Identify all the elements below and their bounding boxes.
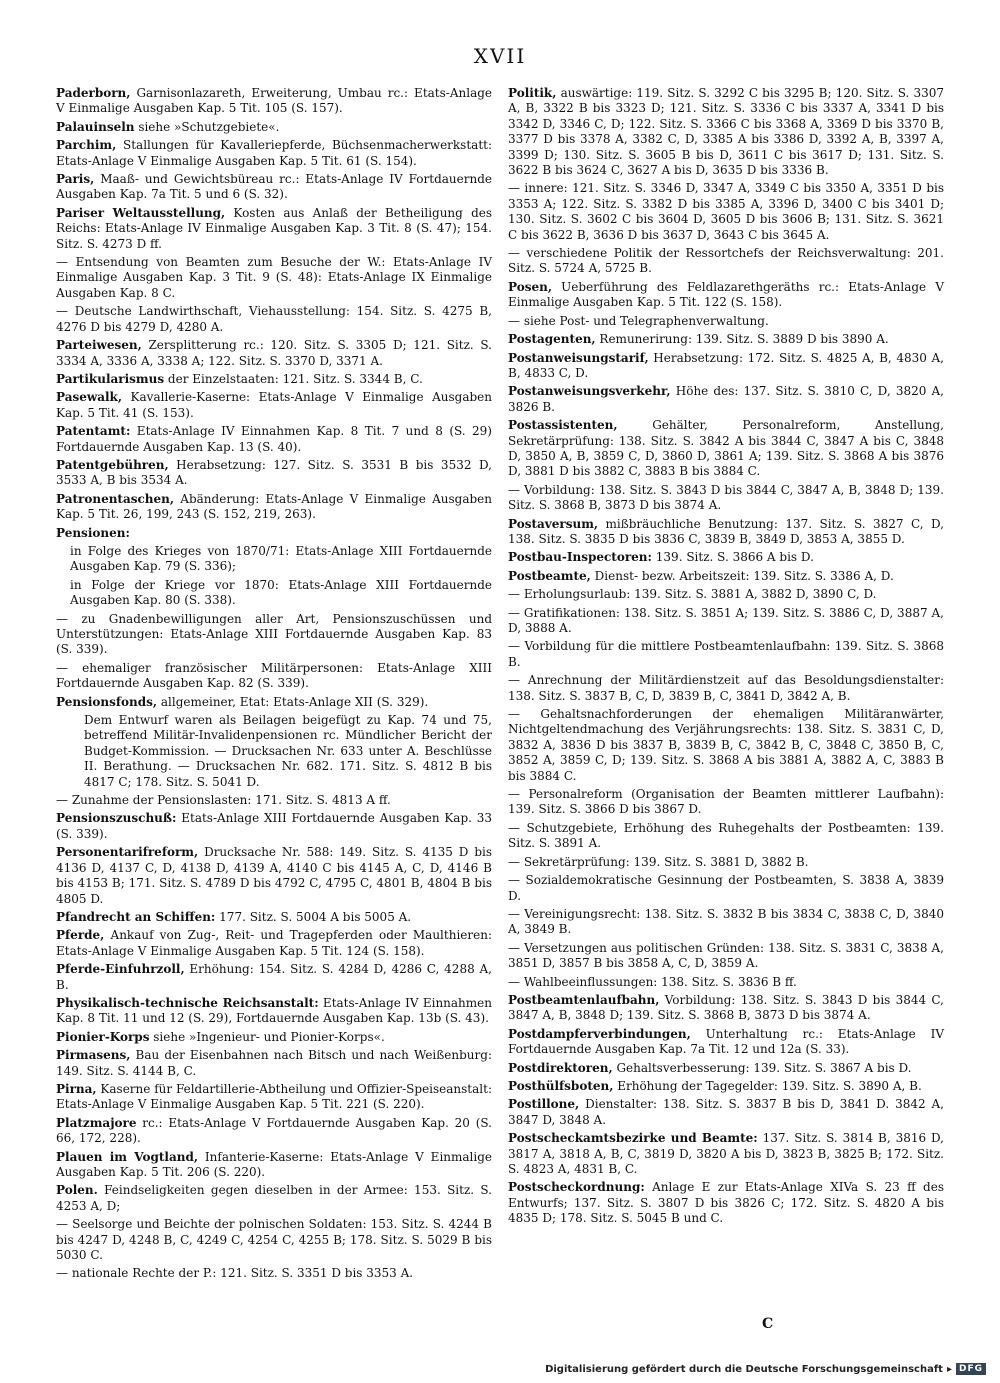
entry-text: — Gratifikationen: 138. Sitz. S. 3851 A; 139. Sitz. S. 3886 C, D, 3887 A, D, 3888 A.	[508, 605, 944, 635]
entry-heading: Pirmasens,	[56, 1048, 131, 1063]
index-entry	[508, 314, 944, 329]
entry-text: 137. Sitz. S. 3814 B, 3816 D, 3817 A, 3818 A, B, C, 3819 D, 3820 A bis D, 3823 B, 3825 B; 172. Sitz. S. 4823 A, 4831 B, C.	[508, 1131, 945, 1176]
index-entry	[56, 544, 492, 575]
entry-heading: Postbeamte,	[508, 568, 591, 583]
entry-heading: Patentgebühren,	[56, 457, 169, 472]
entry-text: Anlage E zur Etats-Anlage XIVa S. 23 ff des Entwurfs; 137. Sitz. S. 3807 D bis 3826 C; 172. Sitz. S. 4820 A bis 4835 D; 178. Sitz. S. 5045 B und C.	[508, 1180, 944, 1226]
entry-heading: Postdampferverbindungen,	[508, 1026, 691, 1041]
index-column-left	[56, 86, 492, 1285]
index-entry	[508, 1027, 944, 1058]
index-entry	[56, 661, 492, 692]
entry-heading: Palauinseln	[56, 119, 135, 134]
entry-text: — verschiedene Politik der Ressortchefs der Reichsverwaltung: 201. Sitz. S. 5724 A, 5725 B.	[508, 246, 944, 276]
entry-heading: Parteiwesen,	[56, 338, 142, 353]
index-entry	[56, 1217, 492, 1263]
entry-text: Gehälter, Personalreform, Anstellung, Sekretärprüfung: 138. Sitz. S. 3842 A bis 3844 C, 3847 A bis C, 3848 D, 3850 A, B, 3859 C, D, 3860 D, 3861 A; 139. Sitz. S. 3868 A bis 3876 D, 3881 D bis 3882 C, 3883 B bis 3884 C.	[508, 418, 944, 479]
index-entry	[508, 550, 944, 565]
index-entry	[56, 1116, 492, 1147]
entry-text: Herabsetzung: 172. Sitz. S. 4825 A, B, 4830 A, B, 4833 C, D.	[508, 350, 944, 380]
index-entry	[56, 138, 492, 169]
index-entry	[508, 280, 944, 311]
index-entry	[508, 587, 944, 602]
footer-credit	[545, 1363, 986, 1375]
index-entry	[56, 713, 492, 790]
entry-heading: Pensionen:	[56, 525, 130, 540]
entry-text: Erhöhung: 154. Sitz. S. 4284 D, 4286 C, 4288 A, B.	[56, 962, 492, 992]
entry-text: — innere: 121. Sitz. S. 3346 D, 3347 A, 3349 C bis 3350 A, 3351 D bis 3353 A; 122. Sitz. S. 3382 D bis 3385 A, 3396 D, 3400 C bis 3401 D; 130. Sitz. S. 3602 C bis 3604 D, 3605 D bis 3606 B; 131. Sitz. S. 3621 C bis 3622 B, 3636 D bis 3637 D, 3643 C bis 3645 A.	[508, 181, 944, 242]
entry-heading: Personentarifreform,	[56, 845, 199, 860]
index-entry	[56, 1030, 492, 1045]
index-entry	[508, 639, 944, 670]
entry-text: Feindseligkeiten gegen dieselben in der Armee: 153. Sitz. S. 4253 A, D;	[56, 1183, 492, 1213]
index-entry	[56, 1082, 492, 1113]
entry-heading: Postaversum,	[508, 516, 599, 531]
entry-heading: Pensionsfonds,	[56, 694, 158, 709]
index-entry	[56, 338, 492, 369]
entry-text: Zersplitterung rc.: 120. Sitz. S. 3305 D; 121. Sitz. S. 3334 A, 3336 A, 3338 A; 122. Sitz. S. 3370 D, 3371 A.	[56, 338, 492, 368]
index-entry	[56, 372, 492, 387]
entry-text: — Zunahme der Pensionslasten: 171. Sitz. S. 4813 A ff.	[56, 793, 391, 808]
index-entry	[508, 517, 944, 548]
entry-text: — Deutsche Landwirthschaft, Viehausstellung: 154. Sitz. S. 4275 B, 4276 D bis 4279 D, 4280 A.	[56, 304, 492, 334]
index-entry	[508, 907, 944, 938]
entry-heading: Postscheckamtsbezirke und Beamte:	[508, 1131, 758, 1146]
index-entry	[56, 962, 492, 993]
entry-text: Dienst- bezw. Arbeitszeit: 139. Sitz. S. 3386 A, D.	[590, 568, 894, 583]
entry-heading: Postbau-Inspectoren:	[508, 550, 652, 565]
entry-text: Herabsetzung: 127. Sitz. S. 3531 B bis 3532 D, 3533 A, B bis 3534 A.	[56, 457, 492, 488]
entry-heading: Physikalisch-technische Reichsanstalt:	[56, 995, 319, 1010]
entry-text: — siehe Post- und Telegraphenverwaltung.	[508, 313, 769, 328]
index-entry	[56, 458, 492, 489]
entry-text: Vorbildung: 138. Sitz. S. 3843 D bis 3844 C, 3847 A, B, 3848 D; 139. Sitz. S. 3868 B, 3873 D bis 3874 A.	[508, 992, 944, 1023]
entry-heading: Postdirektoren,	[508, 1060, 613, 1075]
index-entry	[508, 707, 944, 784]
entry-text: — Schutzgebiete, Erhöhung des Ruhegehalts der Postbeamten: 139. Sitz. S. 3891 A.	[508, 820, 944, 851]
entry-heading: Pferde-Einfuhrzoll,	[56, 962, 185, 977]
index-entry	[508, 975, 944, 990]
entry-text: — nationale Rechte der P.: 121. Sitz. S. 3351 D bis 3353 A.	[56, 1266, 414, 1281]
entry-heading: Pferde,	[56, 928, 105, 943]
index-entry	[56, 492, 492, 523]
entry-text: Stallungen für Kavalleriepferde, Büchsenmacherwerkstatt: Etats-Anlage V Einmalige Ausgaben Kap. 5 Tit. 61 (S. 154).	[56, 138, 492, 168]
entry-text: — Gehaltsnachforderungen der ehemaligen Militäranwärter, Nichtgeltendmachung des Verjährungsrechts: 138. Sitz. S. 3831 C, D, 3832 A, 3836 D bis 3837 B, 3839 B, C, 3842 B, C, 3848 C, 3850 B, C, 3852 A, 3859 C, D; 139. Sitz. S. 3868 A bis 3881 A, 3882 A, C, 3883 B bis 3884 C.	[508, 707, 944, 783]
entry-text: Etats-Anlage IV Einnahmen Kap. 8 Tit. 11 und 12 (S. 29), Fortdauernde Ausgaben Kap. 13b (S. 43).	[56, 995, 492, 1026]
entry-text: — Versetzungen aus politischen Gründen: 138. Sitz. S. 3831 C, 3838 A, 3851 D, 3857 B bis 3858 A, C, D, 3859 A.	[508, 940, 944, 971]
index-entry	[508, 1079, 944, 1094]
entry-text: — Wahlbeeinflussungen: 138. Sitz. S. 3836 B ff.	[508, 974, 797, 989]
entry-text: siehe »Ingenieur- und Pionier-Korps«.	[149, 1029, 385, 1044]
entry-text: — Anrechnung der Militärdienstzeit auf das Besoldungsdienstalter: 138. Sitz. S. 3837 B, C, D, 3839 B, C, 3841 D, 3842 A, B.	[508, 673, 944, 703]
entry-heading: Posthülfsboten,	[508, 1078, 614, 1093]
entry-text: — zu Gnadenbewilligungen aller Art, Pensionszuschüssen und Unterstützungen: Etats-Anlage XIII Fortdauernde Ausgaben Kap. 83 (S. 339).	[56, 611, 492, 657]
entry-heading: Paderborn,	[56, 86, 131, 100]
index-entry	[56, 255, 492, 301]
entry-heading: Postbeamtenlaufbahn,	[508, 992, 660, 1007]
entry-text: siehe »Schutzgebiete«.	[134, 119, 280, 134]
entry-text: Höhe des: 137. Sitz. S. 3810 C, D, 3820 A, 3826 B.	[508, 384, 944, 414]
index-entry	[508, 873, 944, 904]
entry-text: — Vorbildung: 138. Sitz. S. 3843 D bis 3844 C, 3847 A, B, 3848 D; 139. Sitz. S. 3868 B, 3873 D bis 3874 A.	[508, 482, 944, 513]
entry-text: 177. Sitz. S. 5004 A bis 5005 A.	[215, 909, 412, 924]
entry-text: Bau der Eisenbahnen nach Bitsch und nach Weißenburg: 149. Sitz. S. 4144 B, C.	[56, 1048, 492, 1078]
index-entry	[56, 811, 492, 842]
entry-heading: Postassistenten,	[508, 418, 618, 433]
index-entry	[508, 673, 944, 704]
entry-text: Maaß- und Gewichtsbüreau rc.: Etats-Anlage IV Fortdauernde Ausgaben Kap. 7a Tit. 5 und 6 (S. 32).	[56, 172, 492, 202]
index-entry	[508, 246, 944, 277]
entry-heading: Polen.	[56, 1183, 98, 1198]
index-entry	[56, 390, 492, 421]
entry-text: Remunerirung: 139. Sitz. S. 3889 D bis 3890 A.	[595, 332, 889, 347]
entry-text: Ueberführung des Feldlazarethgeräths rc.: Etats-Anlage V Einmalige Ausgaben Kap. 5 Tit. 122 (S. 158).	[508, 279, 944, 310]
entry-heading: Patentamt:	[56, 424, 131, 439]
entry-text: — Sekretärprüfung: 139. Sitz. S. 3881 D, 3882 B.	[508, 854, 809, 869]
entry-heading: Postscheckordnung:	[508, 1180, 645, 1195]
index-entry	[508, 821, 944, 852]
entry-text: — Personalreform (Organisation der Beamten mittlerer Laufbahn): 139. Sitz. S. 3866 D bis 3867 D.	[508, 787, 944, 817]
index-entry	[56, 206, 492, 252]
entry-text: Kosten aus Anlaß der Betheiligung des Reichs: Etats-Anlage IV Einmalige Ausgaben Kap. 3 Tit. 8 (S. 47); 154. Sitz. S. 4273 D ff.	[56, 205, 493, 251]
entry-heading: Posen,	[508, 279, 552, 294]
entry-text: — Sozialdemokratische Gesinnung der Postbeamten, S. 3838 A, 3839 D.	[508, 873, 944, 903]
entry-text: Ankauf von Zug-, Reit- und Tragepferden oder Maulthieren: Etats-Anlage V Einmalige Ausgaben Kap. 5 Tit. 124 (S. 158).	[56, 928, 492, 958]
entry-heading: Pariser Weltausstellung,	[56, 205, 226, 220]
entry-heading: Postanweisungstarif,	[508, 350, 649, 365]
index-entry	[56, 793, 492, 808]
entry-text: allgemeiner, Etat: Etats-Anlage XII (S. 329).	[157, 694, 429, 709]
index-entry	[508, 1061, 944, 1076]
entry-heading: Pionier-Korps	[56, 1029, 150, 1044]
entry-text: Dem Entwurf waren als Beilagen beigefügt zu Kap. 74 und 75, betreffend Militär-Invalidenpensionen rc. Mündlicher Bericht der Budget-Kommission. — Drucksachen Nr. 633 unter A. Beschlüsse II. Berathung. — Drucksachen Nr. 682. 171. Sitz. S. 4812 B bis 4817 C; 178. Sitz. S. 5041 D.	[84, 713, 492, 789]
entry-heading: Pfandrecht an Schiffen:	[56, 909, 216, 924]
index-entry	[56, 86, 492, 117]
entry-text: Etats-Anlage XIII Fortdauernde Ausgaben Kap. 33 (S. 339).	[56, 811, 492, 841]
entry-text: Infanterie-Kaserne: Etats-Anlage V Einmalige Ausgaben Kap. 5 Tit. 206 (S. 220).	[56, 1149, 492, 1179]
page-number: XVII	[473, 44, 527, 68]
index-entry	[508, 1180, 944, 1226]
index-entry	[508, 351, 944, 382]
entry-text: in Folge des Krieges von 1870/71: Etats-Anlage XIII Fortdauernde Ausgaben Kap. 79 (S. 336);	[70, 543, 492, 574]
entry-text: Abänderung: Etats-Anlage V Einmalige Ausgaben Kap. 5 Tit. 26, 199, 243 (S. 152, 219, 263).	[56, 491, 492, 522]
entry-text: der Einzelstaaten: 121. Sitz. S. 3344 B, C.	[164, 371, 423, 386]
index-entry	[508, 86, 944, 178]
entry-text: — Erholungsurlaub: 139. Sitz. S. 3881 A, 3882 D, 3890 C, D.	[508, 587, 877, 602]
index-column-right	[508, 86, 944, 1230]
entry-heading: Partikularismus	[56, 371, 165, 386]
footer-text: Digitalisierung gefördert durch die Deutsche Forschungsgemeinschaft	[545, 1363, 943, 1375]
index-entry	[508, 855, 944, 870]
index-entry	[56, 910, 492, 925]
index-entry	[56, 424, 492, 455]
entry-heading: Patronentaschen,	[56, 491, 175, 506]
entry-text: rc.: Etats-Anlage V Fortdauernde Ausgaben Kap. 20 (S. 66, 172, 228).	[56, 1115, 492, 1146]
entry-text: Gehaltsverbesserung: 139. Sitz. S. 3867 A bis D.	[612, 1060, 912, 1075]
index-entry	[508, 941, 944, 972]
index-entry	[508, 483, 944, 514]
dfg-logo: DFG	[956, 1363, 986, 1375]
index-entry	[56, 120, 492, 135]
entry-text: Kaserne für Feldartillerie-Abtheilung und Offizier-Speiseanstalt: Etats-Anlage V Einmalige Ausgaben Kap. 5 Tit. 221 (S. 220).	[56, 1081, 492, 1112]
entry-heading: Paris,	[56, 172, 95, 187]
index-entry	[56, 845, 492, 907]
catchword: C	[762, 1316, 774, 1332]
entry-heading: Postanweisungsverkehr,	[508, 384, 671, 399]
entry-text: — Seelsorge und Beichte der polnischen Soldaten: 153. Sitz. S. 4244 B bis 4247 D, 4248 B, C, 4249 C, 4254 C, 4255 B; 178. Sitz. S. 5029 B bis 5030 C.	[56, 1217, 492, 1263]
index-entry	[508, 1131, 944, 1177]
index-entry	[56, 695, 492, 710]
index-entry	[56, 1048, 492, 1079]
entry-text: Kavallerie-Kaserne: Etats-Anlage V Einmalige Ausgaben Kap. 5 Tit. 41 (S. 153).	[56, 390, 492, 420]
entry-heading: Postillone,	[508, 1097, 580, 1112]
entry-text: Dienstalter: 138. Sitz. S. 3837 B bis D, 3841 D. 3842 A, 3847 D, 3848 A.	[508, 1097, 944, 1127]
index-entry	[508, 787, 944, 818]
entry-text: — Vereinigungsrecht: 138. Sitz. S. 3832 B bis 3834 C, 3838 C, D, 3840 A, 3849 B.	[508, 906, 944, 937]
entry-text: Erhöhung der Tagegelder: 139. Sitz. S. 3890 A, B.	[613, 1078, 922, 1093]
entry-text: auswärtige: 119. Sitz. S. 3292 C bis 3295 B; 120. Sitz. S. 3307 A, B, 3322 B bis 3323 D; 121. Sitz. S. 3336 C bis 3337 A, 3341 D bis 3342 D, 3346 C, D; 122. Sitz. S. 3366 C bis 3368 A, 3369 D bis 3370 B, 3377 D bis 3378 A, 3382 C, D, 3385 A bis 3386 D, 3392 A, B, 3397 A, 3399 D; 130. Sitz. S. 3605 B bis D, 3611 C bis 3617 D; 131. Sitz. S. 3622 B bis 3624 C, 3627 A bis D, 3635 D bis 3336 B.	[508, 86, 944, 178]
index-entry	[56, 1183, 492, 1214]
index-entry	[56, 172, 492, 203]
entry-heading: Plauen im Vogtland,	[56, 1149, 199, 1164]
entry-text: in Folge der Kriege vor 1870: Etats-Anlage XIII Fortdauernde Ausgaben Kap. 80 (S. 338).	[70, 577, 492, 608]
entry-text: Drucksache Nr. 588: 149. Sitz. S. 4135 D bis 4136 D, 4137 C, D, 4138 D, 4139 A, 4140 C bis 4145 A, C, D, 4146 B bis 4153 B; 171. Sitz. S. 4789 D bis 4792 C, 4795 C, 4801 B, 4804 B bis 4805 D.	[56, 845, 492, 906]
entry-text: — ehemaliger französischer Militärpersonen: Etats-Anlage XIII Fortdauernde Ausgaben Kap. 82 (S. 339).	[56, 660, 492, 691]
entry-heading: Postagenten,	[508, 332, 596, 347]
index-entry	[56, 612, 492, 658]
arrow-icon: ▸	[946, 1363, 952, 1375]
index-entry	[508, 606, 944, 637]
entry-text: — Vorbildung für die mittlere Postbeamtenlaufbahn: 139. Sitz. S. 3868 B.	[508, 639, 944, 669]
index-entry	[56, 1150, 492, 1181]
entry-text: Garnisonlazareth, Erweiterung, Umbau rc.: Etats-Anlage V Einmalige Ausgaben Kap. 5 Tit. 105 (S. 157).	[56, 86, 492, 116]
entry-text: — Entsendung von Beamten zum Besuche der W.: Etats-Anlage IV Einmalige Ausgaben Kap. 3 Tit. 9 (S. 48): Etats-Anlage IX Einmalige Ausgaben Kap. 8 C.	[56, 255, 492, 300]
index-entry	[508, 332, 944, 347]
index-entry	[508, 418, 944, 480]
index-entry	[508, 569, 944, 584]
entry-text: Unterhaltung rc.: Etats-Anlage IV Fortdauernde Ausgaben Kap. 7a Tit. 12 und 12a (S. 33).	[508, 1026, 944, 1057]
index-entry	[508, 993, 944, 1024]
index-entry	[508, 384, 944, 415]
index-entry	[508, 1097, 944, 1128]
index-entry	[56, 304, 492, 335]
entry-heading: Parchim,	[56, 138, 117, 153]
index-entry	[508, 181, 944, 243]
entry-heading: Politik,	[508, 86, 557, 100]
entry-heading: Platzmajore	[56, 1115, 137, 1130]
index-entry	[56, 1266, 492, 1281]
index-entry	[56, 996, 492, 1027]
entry-text: mißbräuchliche Benutzung: 137. Sitz. S. 3827 C, D, 138. Sitz. S. 3835 D bis 3836 C, 3839 B, 3849 D, 3853 A, 3855 D.	[508, 516, 944, 546]
entry-text: Etats-Anlage IV Einnahmen Kap. 8 Tit. 7 und 8 (S. 29) Fortdauernde Ausgaben Kap. 13 (S. 40).	[56, 424, 492, 454]
entry-heading: Pasewalk,	[56, 390, 123, 405]
index-entry	[56, 526, 492, 541]
index-entry	[56, 578, 492, 609]
entry-heading: Pirna,	[56, 1081, 97, 1096]
entry-text: 139. Sitz. S. 3866 A bis D.	[651, 550, 814, 565]
index-entry	[56, 928, 492, 959]
entry-heading: Pensionszuschuß:	[56, 811, 177, 826]
